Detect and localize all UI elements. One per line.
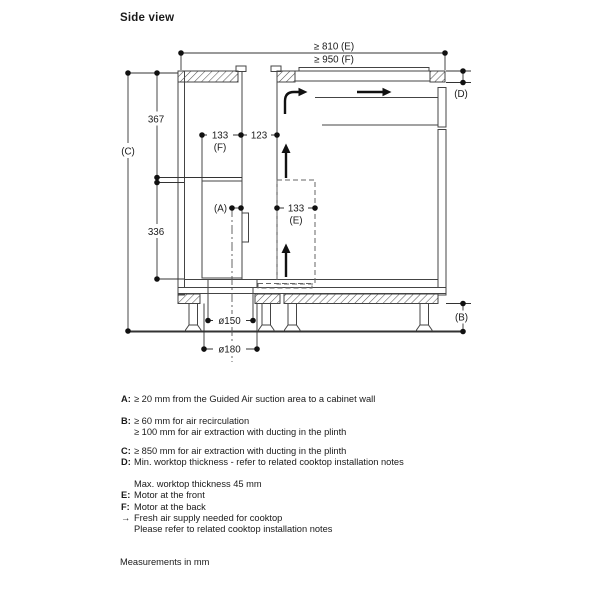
plinth-hatch-left <box>178 294 200 304</box>
legend-item-max-worktop <box>121 479 506 490</box>
dimension-top-width <box>178 42 448 71</box>
legend-text-e: Motor at the front <box>134 490 205 501</box>
plinth-hatch-middle <box>255 294 280 304</box>
airflow-curved-arrow <box>285 92 299 114</box>
legend-item-c <box>121 446 506 457</box>
legend-item-fresh-air <box>121 513 506 524</box>
legend-text-a: ≥ 20 mm from the Guided Air suction area to a cabinet wall <box>134 394 376 404</box>
legend-item-f <box>121 502 506 513</box>
legend-item-b <box>121 416 506 439</box>
downdraft-duct <box>236 66 281 280</box>
legend-key-f: F: <box>121 501 130 512</box>
motor-pedestal <box>208 280 257 288</box>
dimension-133f-123 <box>199 129 280 181</box>
measurements-note: Measurements in mm <box>120 557 210 567</box>
dim-dia180-label: ø180 <box>218 344 241 356</box>
legend-items-efg <box>121 479 506 535</box>
motor-box-back <box>202 181 242 278</box>
dimension-367 <box>143 70 242 180</box>
plinth-hatch-right <box>284 294 438 304</box>
legend-text-f: Motor at the back <box>134 501 206 512</box>
dim-950-f: ≥ 950 (F) <box>314 54 354 66</box>
legend-key-b: B: <box>121 416 131 426</box>
worktop <box>178 68 445 83</box>
dim-336-label: 336 <box>147 227 165 238</box>
legend-text-max-worktop: Max. worktop thickness 45 mm <box>134 479 262 489</box>
dimension-133e <box>274 202 318 227</box>
legend-items-cd <box>121 446 506 469</box>
legend-item-e <box>121 490 506 501</box>
dimension-dia150 <box>205 314 256 327</box>
dim-d-label: (D) <box>454 89 468 100</box>
cabinet-right-wall-lower <box>438 130 446 296</box>
dim-367-label: 367 <box>147 114 165 126</box>
cooktop-body <box>295 71 430 81</box>
cooktop-top-lip <box>299 68 429 72</box>
legend-text-fresh-air: Fresh air supply needed for cooktop <box>134 512 283 523</box>
legend-key-e: E: <box>121 490 131 501</box>
legend-key-d: D: <box>121 457 131 468</box>
legend-item-please-refer <box>121 524 506 535</box>
dim-133e-sub: (E) <box>289 215 303 227</box>
dim-b-label: (B) <box>454 312 469 324</box>
dimension-c <box>117 70 178 334</box>
legend-text-b1: ≥ 60 mm for air recirculation <box>134 416 250 426</box>
dim-133f-sub: (F) <box>213 142 227 154</box>
guided-air-suction-element <box>242 213 249 242</box>
legend-item-a <box>121 394 506 405</box>
dim-133f-label: 133 <box>211 130 229 142</box>
airflow-arrows <box>282 88 392 277</box>
fresh-air-arrow-icon: → <box>121 512 131 523</box>
legend-item-d <box>121 457 506 468</box>
dimension-d <box>446 68 471 100</box>
dim-123-label: 123 <box>250 130 268 142</box>
dim-133e-label: 133 <box>287 203 305 215</box>
cabinet-right-wall-upper <box>438 88 446 128</box>
legend-key-c: C: <box>121 446 131 456</box>
dimension-b <box>446 301 472 335</box>
legend-key-a: A: <box>121 394 131 404</box>
dim-a-label: (A) <box>213 203 227 215</box>
worktop-hatch-left <box>178 71 238 82</box>
page-title: Side view <box>120 12 175 24</box>
legend-text-please-refer: Please refer to related cooktop installation notes <box>134 524 333 535</box>
dim-dia150-label: ø150 <box>218 316 241 327</box>
legend-text-d: Min. worktop thickness - refer to related cooktop installation notes <box>134 457 404 468</box>
worktop-hatch-middle <box>277 71 295 82</box>
legend-text-b2: ≥ 100 mm for air extraction with ducting in the plinth <box>134 427 347 438</box>
dim-810-e: ≥ 810 (E) <box>313 41 355 53</box>
dim-c-label: (C) <box>121 146 135 158</box>
cabinet-left-wall <box>178 71 185 295</box>
legend-text-c: ≥ 850 mm for air extraction with ducting in the plinth <box>134 446 347 456</box>
worktop-hatch-right <box>430 71 445 82</box>
dimension-dia180 <box>201 343 260 356</box>
